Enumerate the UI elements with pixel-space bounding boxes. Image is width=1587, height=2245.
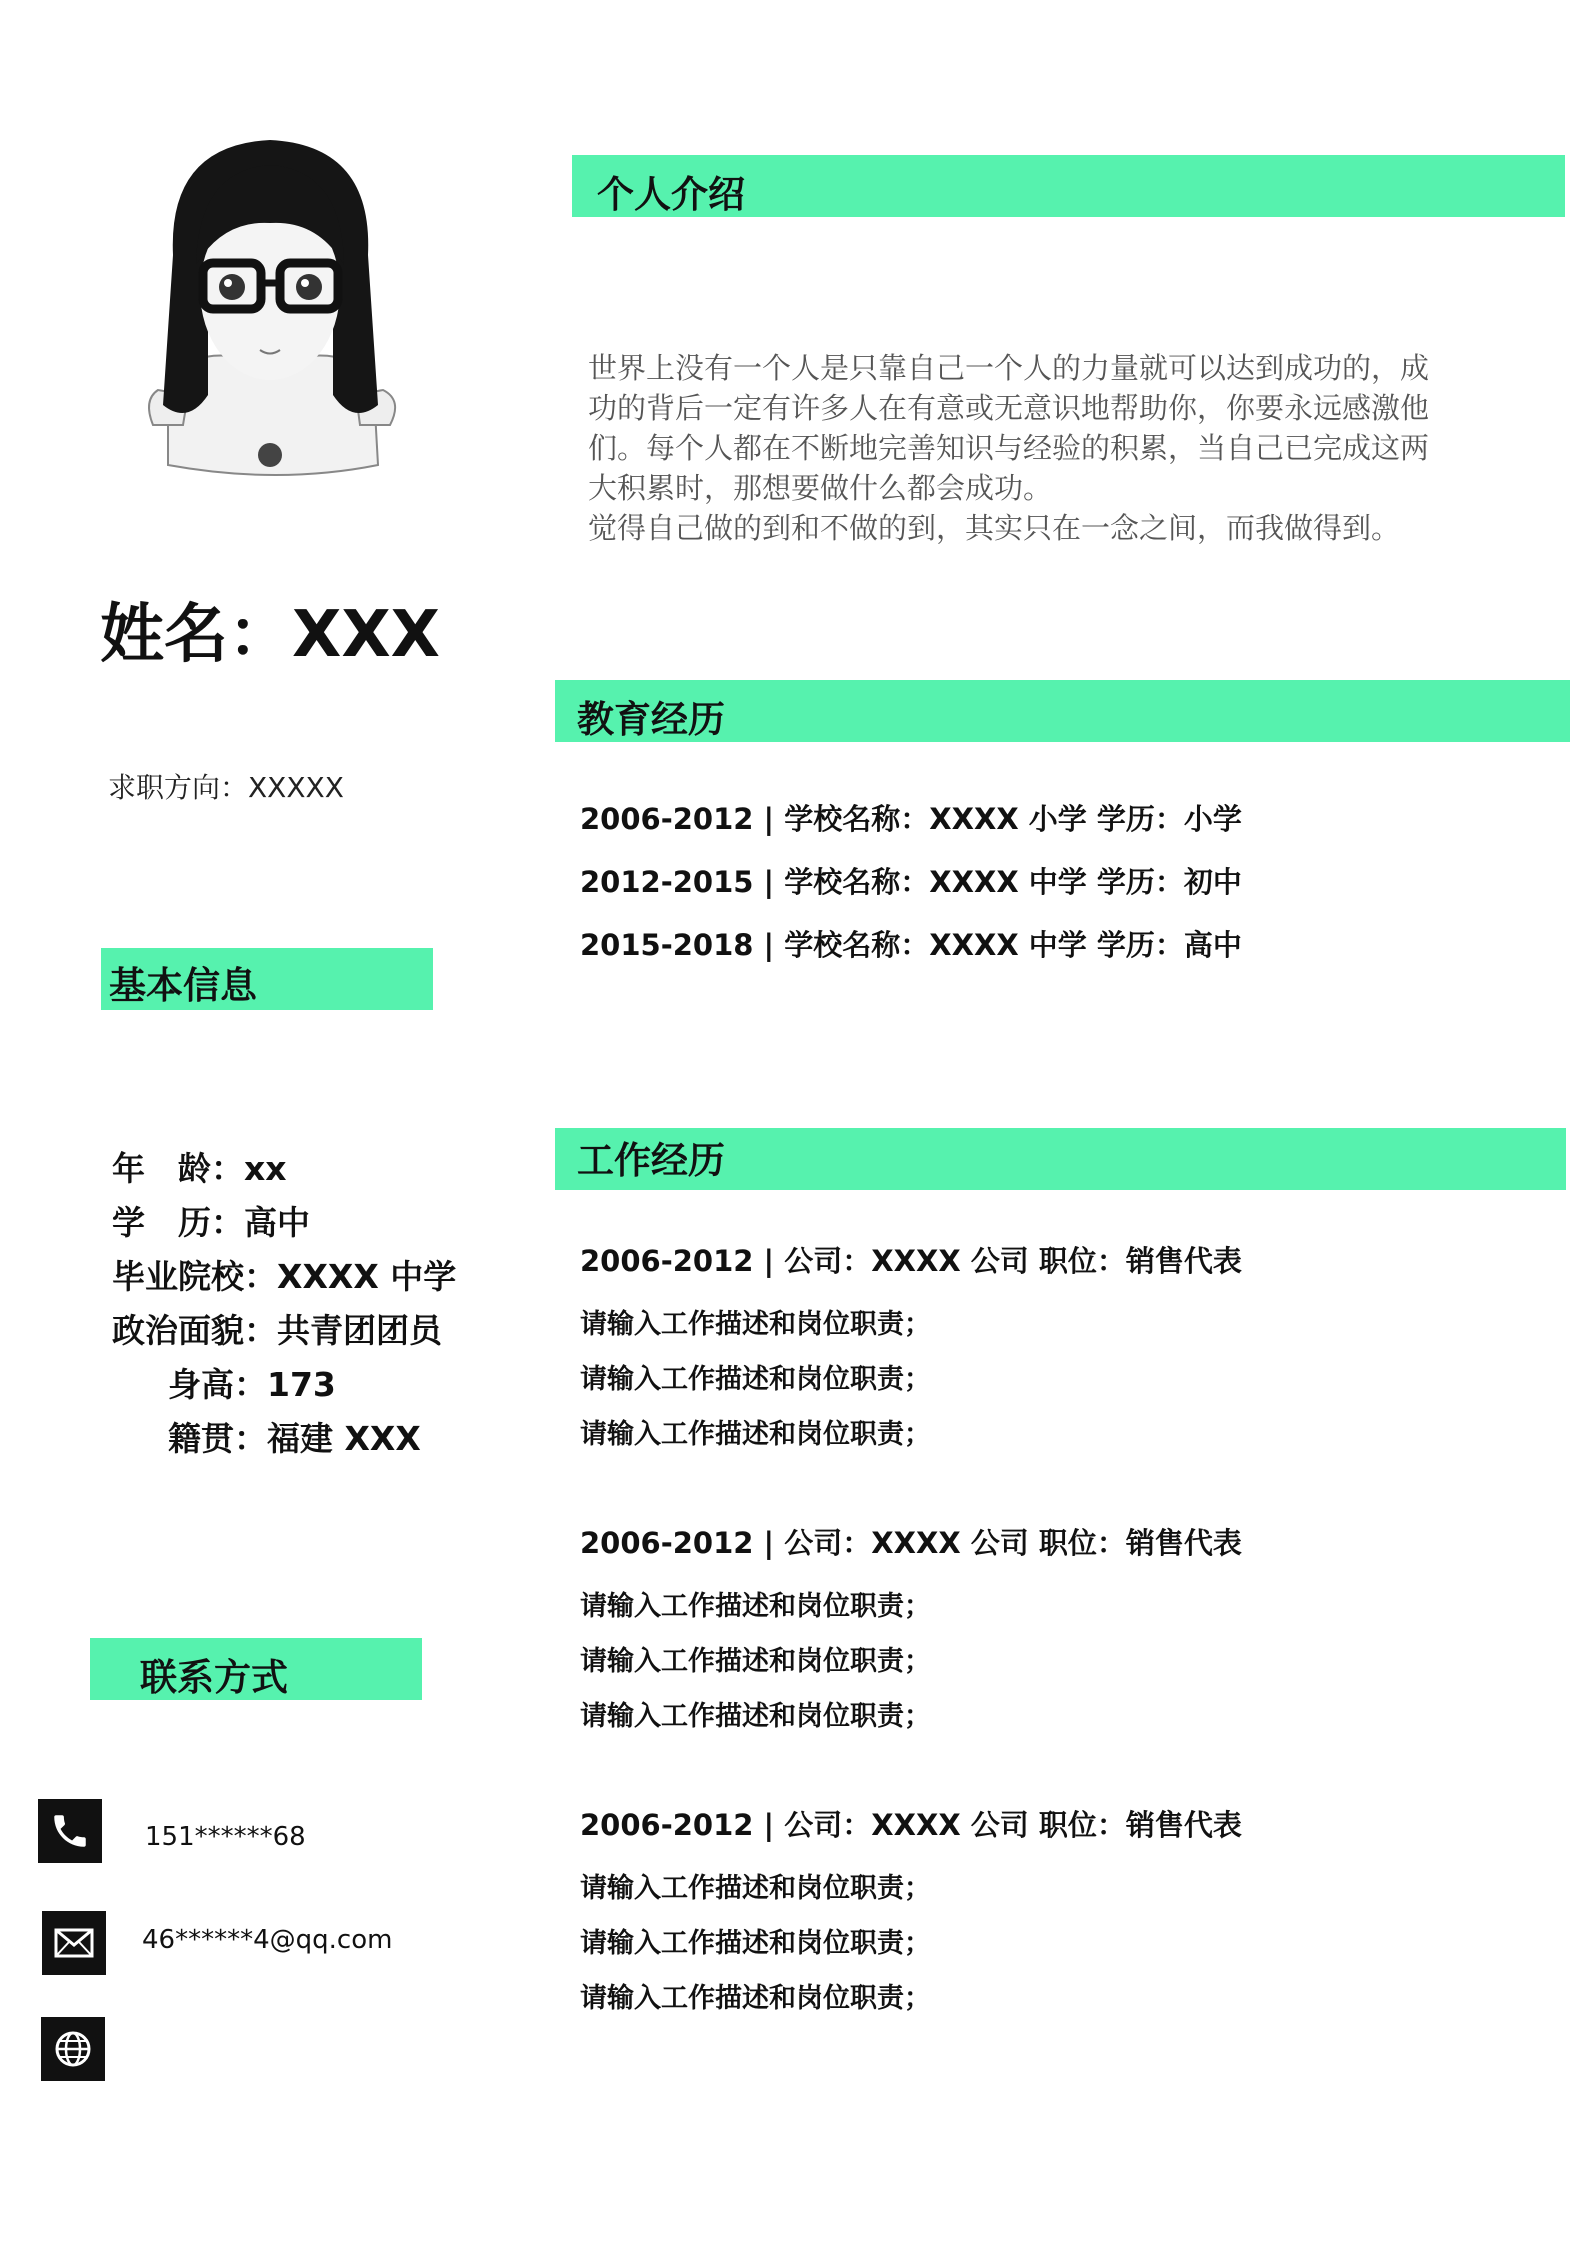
info-age: 年 龄：xx: [112, 1149, 287, 1188]
section-title: 个人介绍: [597, 173, 745, 216]
info-political-status: 政治面貌：共青团团员: [112, 1311, 442, 1350]
job-description: 请输入工作描述和岗位职责；: [580, 1873, 931, 1904]
intro-line: 世界上没有一个人是只靠自己一个人的力量就可以达到成功的，成: [588, 351, 1430, 385]
job-description: 请输入工作描述和岗位职责；: [580, 1646, 931, 1677]
email-address[interactable]: 46******4@qq.com: [142, 1925, 393, 1955]
job-header: 2006-2012 | 公司：XXXX 公司 职位：销售代表: [580, 1808, 1242, 1842]
section-work-header: [555, 1128, 1566, 1190]
globe-icon: [41, 2017, 105, 2081]
job-description: 请输入工作描述和岗位职责；: [580, 1364, 931, 1395]
job-description: 请输入工作描述和岗位职责；: [580, 1701, 931, 1732]
candidate-name: 姓名：XXX: [100, 598, 441, 672]
phone-number: 151******68: [145, 1822, 306, 1852]
intro-line: 们。每个人都在不断地完善知识与经验的积累，当自己已完成这两: [588, 431, 1430, 465]
education-item: 2015-2018 | 学校名称：XXXX 中学 学历：高中: [580, 928, 1242, 962]
job-description: 请输入工作描述和岗位职责；: [580, 1419, 931, 1450]
info-education-level: 学 历：高中: [112, 1203, 310, 1242]
intro-line: 功的背后一定有许多人在有意或无意识地帮助你，你要永远感激他: [588, 391, 1430, 425]
phone-icon: [38, 1799, 102, 1863]
job-header: 2006-2012 | 公司：XXXX 公司 职位：销售代表: [580, 1526, 1242, 1560]
job-description: 请输入工作描述和岗位职责；: [580, 1928, 931, 1959]
job-description: 请输入工作描述和岗位职责；: [580, 1983, 931, 2014]
section-title: 工作经历: [577, 1139, 725, 1182]
intro-paragraph: [588, 348, 1488, 548]
mail-icon: [42, 1911, 106, 1975]
intro-line: 大积累时，那想要做什么都会成功。: [588, 471, 1053, 505]
section-education-header: [555, 680, 1570, 742]
info-hometown: 籍贯：福建 XXX: [168, 1419, 421, 1458]
section-contact-header: [90, 1638, 422, 1700]
avatar: [128, 125, 413, 485]
section-title: 联系方式: [140, 1656, 288, 1699]
info-height: 身高：173: [168, 1365, 336, 1404]
intro-line: 觉得自己做的到和不做的到，其实只在一念之间，而我做得到。: [588, 511, 1401, 545]
job-description: 请输入工作描述和岗位职责；: [580, 1309, 931, 1340]
info-school: 毕业院校：XXXX 中学: [112, 1257, 457, 1296]
job-description: 请输入工作描述和岗位职责；: [580, 1591, 931, 1622]
section-intro-header: [572, 155, 1565, 217]
section-title: 基本信息: [109, 964, 257, 1007]
education-item: 2012-2015 | 学校名称：XXXX 中学 学历：初中: [580, 865, 1242, 899]
section-basic-info-header: [101, 948, 433, 1010]
section-title: 教育经历: [577, 698, 725, 741]
education-item: 2006-2012 | 学校名称：XXXX 小学 学历：小学: [580, 802, 1242, 836]
job-objective: 求职方向：XXXXX: [108, 771, 344, 804]
job-header: 2006-2012 | 公司：XXXX 公司 职位：销售代表: [580, 1244, 1242, 1278]
